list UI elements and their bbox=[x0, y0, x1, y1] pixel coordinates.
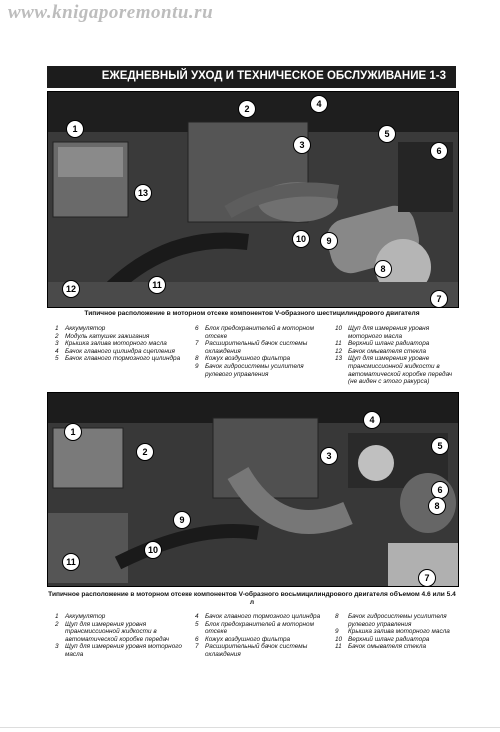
figure2-legend-column-2 bbox=[195, 613, 325, 659]
callout-6: 6 bbox=[431, 481, 449, 499]
legend-item bbox=[195, 621, 325, 636]
callout-12: 12 bbox=[62, 280, 80, 298]
legend-number: 13 bbox=[335, 355, 343, 363]
legend-text: Верхний шланг радиатора bbox=[348, 340, 430, 348]
callout-5: 5 bbox=[431, 437, 449, 455]
legend-number: 8 bbox=[195, 355, 199, 363]
legend-number: 11 bbox=[335, 340, 342, 348]
legend-item bbox=[195, 340, 325, 355]
legend-text: Кожух воздушного фильтра bbox=[205, 635, 291, 643]
legend-item bbox=[195, 355, 325, 363]
legend-item bbox=[335, 340, 455, 348]
callout-7: 7 bbox=[418, 569, 436, 587]
callout-8: 8 bbox=[374, 260, 392, 278]
figure2-legend-column-3 bbox=[335, 613, 455, 651]
callout-3: 3 bbox=[320, 447, 338, 465]
legend-number: 10 bbox=[335, 325, 343, 332]
callout-2: 2 bbox=[238, 100, 256, 118]
legend-text: Аккумулятор bbox=[65, 325, 106, 332]
legend-number: 9 bbox=[335, 628, 339, 636]
callout-9: 9 bbox=[320, 232, 338, 250]
callout-8: 8 bbox=[428, 497, 446, 515]
figure1-legend-column-1 bbox=[55, 325, 185, 363]
callout-4: 4 bbox=[310, 95, 328, 113]
callout-11: 11 bbox=[148, 276, 166, 294]
legend-item bbox=[195, 325, 325, 340]
legend-number: 12 bbox=[335, 347, 343, 355]
figure2-legend-column-1 bbox=[55, 613, 185, 659]
legend-text: Крышка залива моторного масла bbox=[65, 340, 167, 348]
legend-item bbox=[335, 613, 455, 628]
callout-10: 10 bbox=[144, 541, 162, 559]
legend-text: Щуп для измерения уровня трансмиссионной жидкости в автоматической коробке передач bbox=[65, 620, 170, 643]
chapter-title: ЕЖЕДНЕВНЫЙ УХОД И ТЕХНИЧЕСКОЕ ОБСЛУЖИВАНИЕ 1-3 bbox=[101, 70, 446, 82]
legend-text: Расширительный бачок системы охлаждения bbox=[205, 643, 308, 658]
legend-item bbox=[335, 628, 455, 636]
legend-text: Блок предохранителей в моторном отсеке bbox=[205, 620, 314, 636]
legend-text: Крышка залива моторного масла bbox=[348, 628, 450, 636]
callout-13: 13 bbox=[134, 184, 152, 202]
legend-number: 6 bbox=[195, 325, 199, 332]
legend-item bbox=[335, 643, 455, 651]
legend-text: Бачок омывателя стекла bbox=[348, 347, 427, 355]
legend-number: 3 bbox=[55, 340, 59, 348]
legend-item bbox=[195, 613, 325, 621]
legend-text: Щуп для измерения уровне трансмиссионной жидкости в автоматической коробке передач (не виден с этого ракурса) bbox=[348, 355, 453, 386]
legend-number: 4 bbox=[55, 347, 59, 355]
legend-text: Бачок главного тормозного цилиндра bbox=[205, 613, 321, 620]
legend-number: 3 bbox=[55, 643, 59, 651]
figure1-legend-column-3 bbox=[335, 325, 455, 386]
site-watermark: www.knigaporemontu.ru bbox=[8, 2, 214, 23]
legend-item bbox=[55, 613, 185, 621]
legend-text: Аккумулятор bbox=[65, 613, 106, 620]
legend-number: 1 bbox=[55, 325, 59, 332]
engine-bay-photo-v8 bbox=[47, 392, 459, 587]
legend-item bbox=[335, 636, 455, 644]
legend-number: 10 bbox=[335, 635, 343, 643]
callout-1: 1 bbox=[64, 423, 82, 441]
callout-11: 11 bbox=[62, 553, 80, 571]
legend-item bbox=[195, 363, 325, 378]
engine-bay-photo-v6-illustration bbox=[48, 92, 458, 307]
figure1-legend-column-2 bbox=[195, 325, 325, 378]
callout-10: 10 bbox=[292, 230, 310, 248]
callout-3: 3 bbox=[293, 136, 311, 154]
legend-text: Бачок омывателя стекла bbox=[348, 643, 427, 651]
legend-number: 8 bbox=[335, 613, 339, 620]
figure1-caption: Типичное расположение в моторном отсеке компонентов V-образного шестицилиндрового двигателя bbox=[84, 310, 420, 317]
legend-number: 1 bbox=[55, 613, 59, 620]
legend-item bbox=[335, 355, 455, 385]
legend-item bbox=[55, 621, 185, 644]
legend-number: 4 bbox=[195, 613, 199, 620]
legend-number: 5 bbox=[55, 355, 59, 363]
engine-bay-photo-v8-illustration bbox=[48, 393, 458, 586]
legend-number: 2 bbox=[55, 332, 59, 340]
legend-item bbox=[55, 355, 185, 363]
callout-1: 1 bbox=[66, 120, 84, 138]
legend-text: Верхний шланг радиатора bbox=[348, 635, 430, 643]
legend-number: 9 bbox=[195, 362, 199, 370]
callout-5: 5 bbox=[378, 125, 396, 143]
legend-item bbox=[55, 340, 185, 348]
legend-number: 5 bbox=[195, 620, 199, 628]
legend-number: 7 bbox=[195, 643, 199, 651]
legend-text: Расширительный бачок системы охлаждения bbox=[205, 340, 308, 355]
legend-text: Щуп для измерения уровня моторного масла bbox=[348, 325, 430, 340]
figure2-caption: Типичное расположение в моторном отсеке компонентов V-образного восьмицилиндрового двигателя объемом 4.6 или 5.4 л bbox=[48, 591, 456, 606]
engine-bay-photo-v6 bbox=[47, 91, 459, 308]
legend-text: Блок предохранителей в моторном отсеке bbox=[205, 325, 314, 340]
legend-text: Щуп для измерения уровня моторного масла bbox=[65, 643, 182, 658]
legend-text: Бачок главного тормозного цилиндра bbox=[65, 355, 181, 363]
legend-text: Модуль катушек зажигания bbox=[65, 332, 150, 340]
callout-9: 9 bbox=[173, 511, 191, 529]
callout-2: 2 bbox=[136, 443, 154, 461]
callout-4: 4 bbox=[363, 411, 381, 429]
legend-item bbox=[335, 325, 455, 340]
legend-text: Бачок гидросистемы усилителя рулевого управления bbox=[348, 613, 447, 628]
callout-6: 6 bbox=[430, 142, 448, 160]
legend-item bbox=[195, 643, 325, 658]
callout-7: 7 bbox=[430, 290, 448, 308]
legend-number: 6 bbox=[195, 635, 199, 643]
legend-number: 7 bbox=[195, 340, 199, 348]
page-bottom-rule bbox=[0, 727, 500, 728]
legend-item bbox=[55, 643, 185, 658]
legend-text: Бачок гидросистемы усилителя рулевого управления bbox=[205, 362, 304, 378]
legend-text: Кожух воздушного фильтра bbox=[205, 355, 291, 363]
legend-item bbox=[55, 333, 185, 341]
legend-number: 2 bbox=[55, 620, 59, 628]
legend-item bbox=[55, 325, 185, 333]
chapter-header-bar bbox=[47, 66, 456, 88]
legend-number: 11 bbox=[335, 643, 342, 651]
legend-text: Бачок главного цилиндра сцепления bbox=[65, 347, 175, 355]
